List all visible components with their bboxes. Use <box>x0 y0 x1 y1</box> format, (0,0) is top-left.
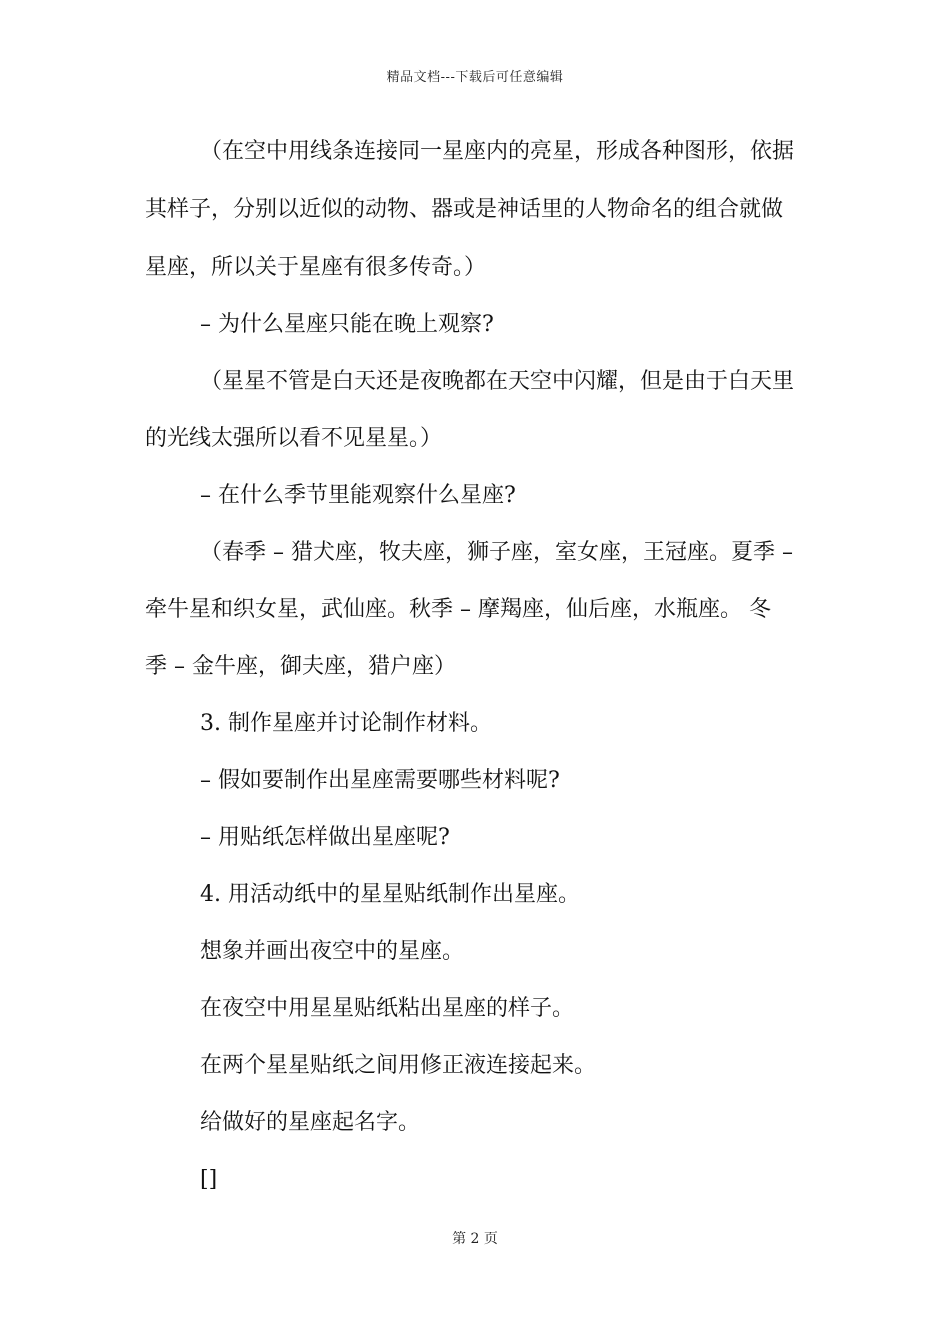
text-line: – 为什么星座只能在晚上观察? <box>200 312 494 337</box>
text-line: 想象并画出夜空中的星座。 <box>200 939 465 964</box>
text-line: 在夜空中用星星贴纸粘出星座的样子。 <box>200 996 575 1021</box>
text-line: 牵牛星和织女星，武仙座。秋季 – 摩羯座，仙后座，水瓶座。 冬 <box>145 597 771 622</box>
text-line: [] <box>200 1167 218 1192</box>
text-line: 星座，所以关于星座有很多传奇。） <box>145 255 487 280</box>
text-line: 其样子，分别以近似的动物、器或是神话里的人物命名的组合就做 <box>145 197 784 222</box>
text-line: （在空中用线条连接同一星座内的亮星，形成各种图形，依据 <box>200 139 795 164</box>
page-header: 精品文档---下载后可任意编辑 <box>386 70 564 85</box>
text-line: 的光线太强所以看不见星星。） <box>145 426 443 451</box>
text-line: – 假如要制作出星座需要哪些材料呢? <box>200 768 560 793</box>
text-line: （春季 – 猎犬座，牧夫座，狮子座，室女座，王冠座。夏季 – <box>200 540 793 565</box>
text-line: – 在什么季节里能观察什么星座? <box>200 483 516 508</box>
text-line: 3. 制作星座并讨论制作材料。 <box>200 711 492 736</box>
text-line: – 用贴纸怎样做出星座呢? <box>200 825 450 850</box>
page-number: 第 2 页 <box>452 1231 498 1247</box>
text-line: 4. 用活动纸中的星星贴纸制作出星座。 <box>200 882 580 907</box>
text-line: 在两个星星贴纸之间用修正液连接起来。 <box>200 1053 597 1078</box>
text-line: 季 – 金牛座，御夫座，猎户座） <box>145 654 456 679</box>
text-line: （星星不管是白天还是夜晚都在天空中闪耀，但是由于白天里 <box>200 369 795 394</box>
text-line: 给做好的星座起名字。 <box>200 1110 421 1135</box>
